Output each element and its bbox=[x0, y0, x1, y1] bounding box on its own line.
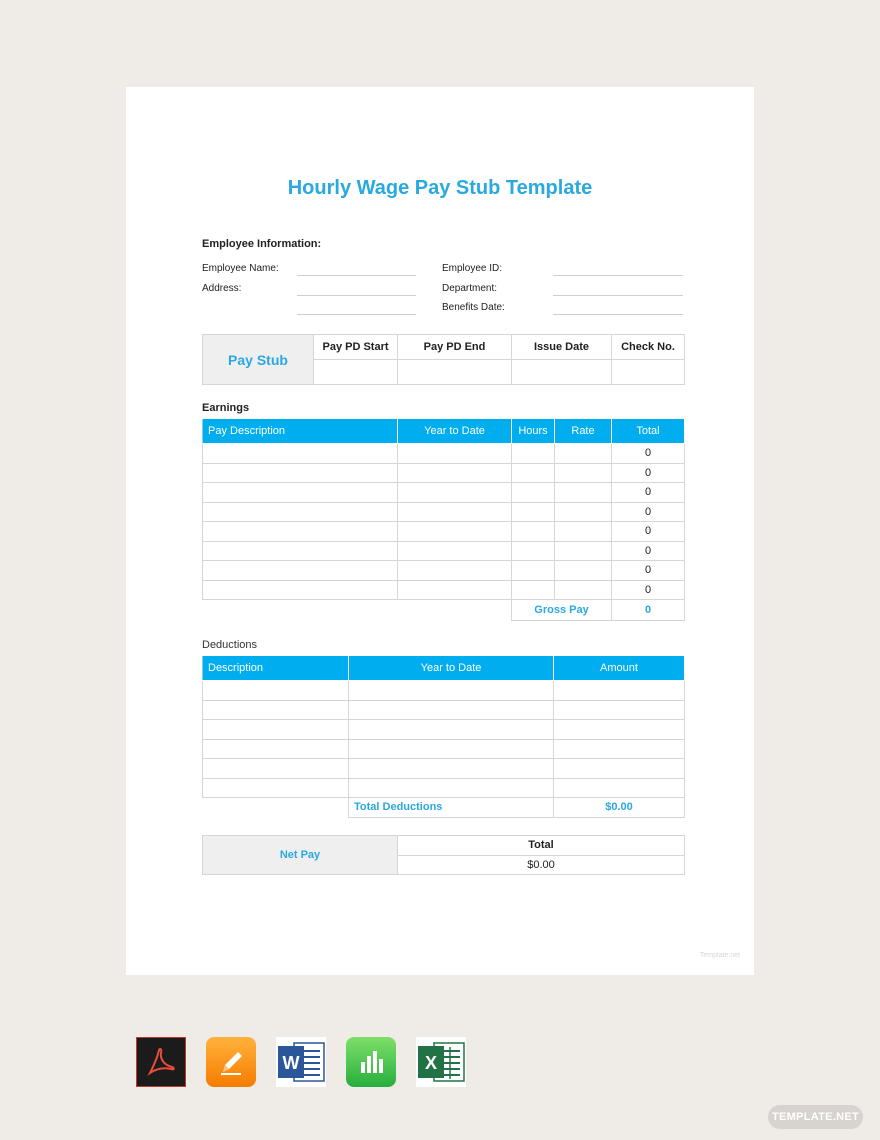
description-cell[interactable] bbox=[203, 681, 349, 701]
ytd-cell[interactable] bbox=[398, 502, 512, 522]
pay-period-start-cell[interactable] bbox=[314, 360, 398, 385]
employee-info-heading: Employee Information: bbox=[202, 238, 322, 250]
employee-name-field[interactable] bbox=[297, 275, 416, 276]
hours-cell[interactable] bbox=[512, 561, 555, 581]
description-cell[interactable] bbox=[203, 483, 398, 503]
employee-id-field[interactable] bbox=[553, 275, 683, 276]
paystub-label: Pay Stub bbox=[203, 335, 314, 385]
address-label: Address: bbox=[202, 283, 242, 294]
deduction-description-header: Description bbox=[203, 656, 349, 681]
ytd-cell[interactable] bbox=[349, 720, 554, 740]
net-pay-total-value: $0.00 bbox=[398, 855, 685, 875]
net-pay-label: Net Pay bbox=[203, 836, 398, 875]
pay-description-header: Pay Description bbox=[203, 419, 398, 444]
hours-cell[interactable] bbox=[512, 541, 555, 561]
description-cell[interactable] bbox=[203, 739, 349, 759]
description-cell[interactable] bbox=[203, 463, 398, 483]
pay-period-start-header: Pay PD Start bbox=[314, 335, 398, 360]
pay-period-end-header: Pay PD End bbox=[398, 335, 512, 360]
description-cell[interactable] bbox=[203, 541, 398, 561]
rate-cell[interactable] bbox=[555, 463, 612, 483]
deduction-amount-header: Amount bbox=[554, 656, 685, 681]
net-pay-table bbox=[202, 835, 685, 875]
ytd-cell[interactable] bbox=[398, 522, 512, 542]
amount-cell[interactable] bbox=[554, 700, 685, 720]
rate-header: Rate bbox=[555, 419, 612, 444]
check-number-header: Check No. bbox=[612, 335, 685, 360]
total-cell: 0 bbox=[612, 561, 685, 581]
amount-cell[interactable] bbox=[554, 759, 685, 779]
employee-name-label: Employee Name: bbox=[202, 263, 279, 274]
amount-cell[interactable] bbox=[554, 681, 685, 701]
rate-cell[interactable] bbox=[555, 580, 612, 600]
table-row bbox=[203, 681, 685, 701]
hours-cell[interactable] bbox=[512, 522, 555, 542]
table-row bbox=[203, 720, 685, 740]
hours-cell[interactable] bbox=[512, 502, 555, 522]
issue-date-cell[interactable] bbox=[512, 360, 612, 385]
table-row bbox=[203, 759, 685, 779]
rate-cell[interactable] bbox=[555, 522, 612, 542]
address-field-line-1[interactable] bbox=[297, 295, 416, 296]
amount-cell[interactable] bbox=[554, 778, 685, 798]
adobe-acrobat-icon[interactable] bbox=[136, 1037, 186, 1087]
earnings-heading: Earnings bbox=[202, 402, 250, 414]
table-row bbox=[203, 580, 685, 600]
department-field[interactable] bbox=[553, 295, 683, 296]
total-cell: 0 bbox=[612, 463, 685, 483]
template-net-badge[interactable]: TEMPLATE.NET bbox=[768, 1105, 863, 1129]
total-cell: 0 bbox=[612, 502, 685, 522]
table-row bbox=[203, 541, 685, 561]
rate-cell[interactable] bbox=[555, 502, 612, 522]
table-row bbox=[203, 739, 685, 759]
description-cell[interactable] bbox=[203, 561, 398, 581]
deductions-heading: Deductions bbox=[202, 639, 258, 651]
description-cell[interactable] bbox=[203, 580, 398, 600]
check-number-cell[interactable] bbox=[612, 360, 685, 385]
description-cell[interactable] bbox=[203, 720, 349, 740]
paystub-table bbox=[202, 334, 685, 385]
net-pay-total-header: Total bbox=[398, 836, 685, 856]
total-deductions-value: $0.00 bbox=[554, 798, 685, 818]
amount-cell[interactable] bbox=[554, 720, 685, 740]
ytd-cell[interactable] bbox=[398, 444, 512, 464]
benefits-date-field[interactable] bbox=[553, 314, 683, 315]
pay-period-end-cell[interactable] bbox=[398, 360, 512, 385]
description-cell[interactable] bbox=[203, 700, 349, 720]
ytd-cell[interactable] bbox=[398, 463, 512, 483]
hours-header: Hours bbox=[512, 419, 555, 444]
deductions-table bbox=[202, 655, 685, 818]
benefits-date-label: Benefits Date: bbox=[442, 302, 505, 313]
address-field-line-2[interactable] bbox=[297, 314, 416, 315]
rate-cell[interactable] bbox=[555, 444, 612, 464]
ytd-cell[interactable] bbox=[349, 681, 554, 701]
microsoft-excel-icon[interactable] bbox=[416, 1037, 466, 1087]
deduction-ytd-header: Year to Date bbox=[349, 656, 554, 681]
ytd-cell[interactable] bbox=[349, 700, 554, 720]
description-cell[interactable] bbox=[203, 444, 398, 464]
gross-pay-label: Gross Pay bbox=[512, 600, 612, 621]
total-cell: 0 bbox=[612, 483, 685, 503]
earnings-ytd-header: Year to Date bbox=[398, 419, 512, 444]
rate-cell[interactable] bbox=[555, 561, 612, 581]
earnings-table bbox=[202, 418, 685, 621]
table-row bbox=[203, 502, 685, 522]
rate-cell[interactable] bbox=[555, 483, 612, 503]
ytd-cell[interactable] bbox=[398, 483, 512, 503]
ytd-cell[interactable] bbox=[398, 561, 512, 581]
ytd-cell[interactable] bbox=[349, 759, 554, 779]
table-row bbox=[203, 522, 685, 542]
description-cell[interactable] bbox=[203, 502, 398, 522]
employee-id-label: Employee ID: bbox=[442, 263, 503, 274]
gross-pay-value: 0 bbox=[612, 600, 685, 621]
watermark: Template.net bbox=[699, 952, 740, 959]
hours-cell[interactable] bbox=[512, 580, 555, 600]
apple-numbers-icon[interactable] bbox=[346, 1037, 396, 1087]
hours-cell[interactable] bbox=[512, 463, 555, 483]
rate-cell[interactable] bbox=[555, 541, 612, 561]
total-deductions-label: Total Deductions bbox=[349, 798, 554, 818]
svg-text:W: W bbox=[282, 1053, 300, 1073]
hours-cell[interactable] bbox=[512, 444, 555, 464]
hours-cell[interactable] bbox=[512, 483, 555, 503]
page-title: Hourly Wage Pay Stub Template bbox=[287, 177, 593, 199]
total-cell: 0 bbox=[612, 444, 685, 464]
issue-date-header: Issue Date bbox=[512, 335, 612, 360]
table-row bbox=[203, 561, 685, 581]
svg-text:X: X bbox=[424, 1053, 438, 1073]
microsoft-word-icon[interactable] bbox=[276, 1037, 326, 1087]
ytd-cell[interactable] bbox=[349, 739, 554, 759]
ytd-cell[interactable] bbox=[398, 580, 512, 600]
table-row bbox=[203, 778, 685, 798]
document-page bbox=[126, 87, 754, 975]
total-cell: 0 bbox=[612, 580, 685, 600]
amount-cell[interactable] bbox=[554, 739, 685, 759]
department-label: Department: bbox=[442, 283, 498, 294]
table-row bbox=[203, 444, 685, 464]
apple-pages-icon[interactable] bbox=[206, 1037, 256, 1087]
table-row bbox=[203, 700, 685, 720]
ytd-cell[interactable] bbox=[349, 778, 554, 798]
description-cell[interactable] bbox=[203, 522, 398, 542]
table-row bbox=[203, 483, 685, 503]
total-header: Total bbox=[612, 419, 685, 444]
ytd-cell[interactable] bbox=[398, 541, 512, 561]
table-row bbox=[203, 463, 685, 483]
description-cell[interactable] bbox=[203, 778, 349, 798]
total-cell: 0 bbox=[612, 522, 685, 542]
description-cell[interactable] bbox=[203, 759, 349, 779]
total-cell: 0 bbox=[612, 541, 685, 561]
